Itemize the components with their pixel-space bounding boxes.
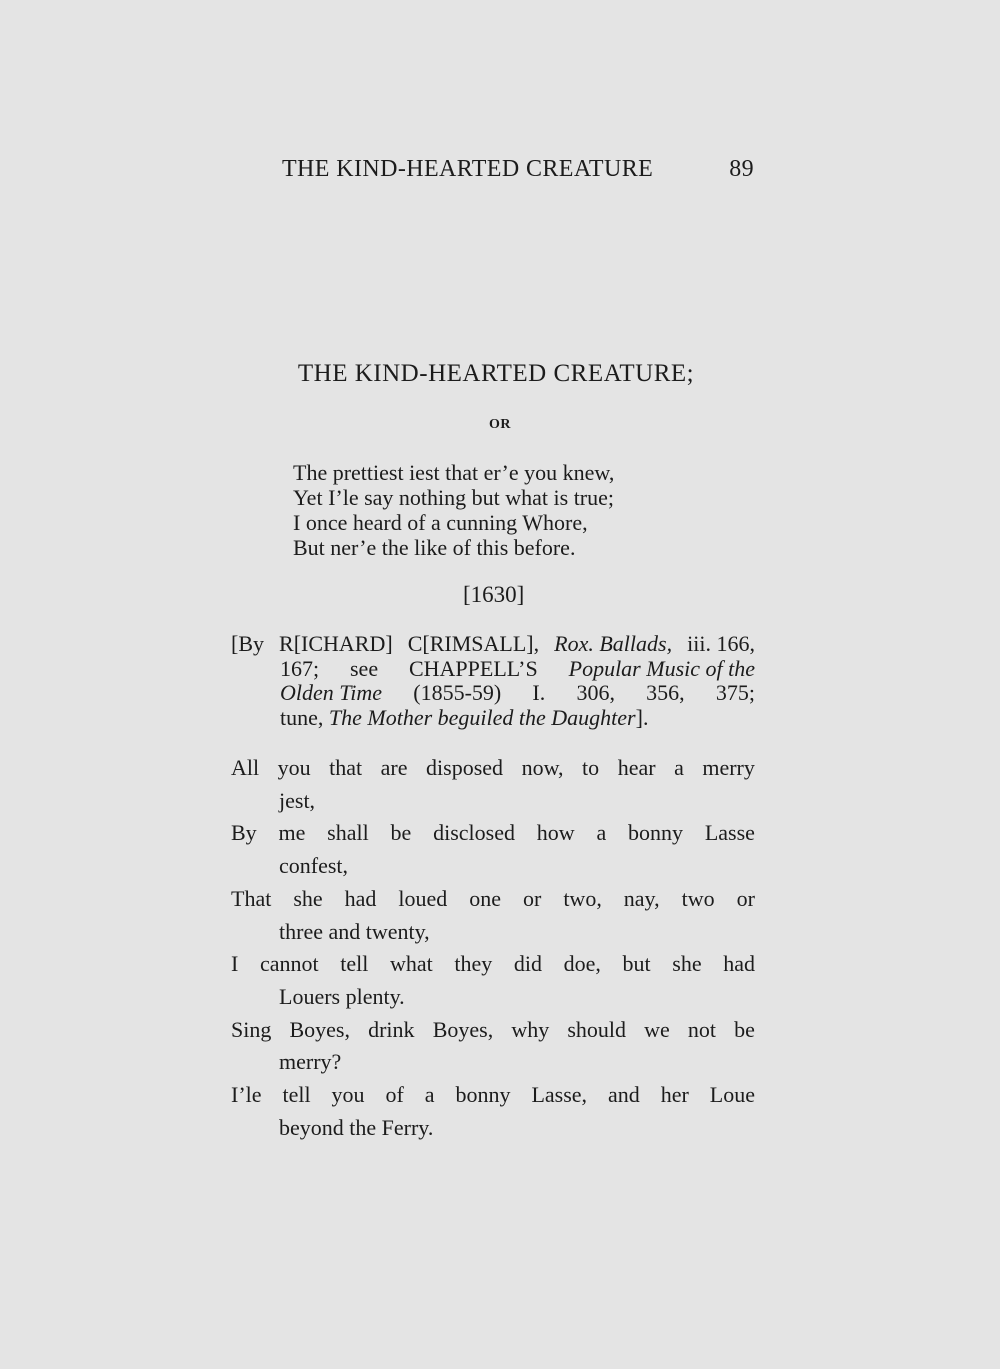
- source-line: [231, 706, 755, 731]
- verse-word: two: [681, 885, 715, 911]
- verse-word: doe,: [563, 951, 601, 977]
- verse-word: Sing: [231, 1016, 272, 1042]
- verse-word: did: [513, 951, 542, 977]
- verse-word: Boyes,: [432, 1016, 494, 1042]
- ballad-title: [0, 360, 1000, 388]
- verse-line: [231, 1079, 755, 1112]
- verse-word: why: [511, 1016, 550, 1042]
- verse-word: they: [454, 951, 493, 977]
- verse-word: be: [390, 820, 412, 846]
- verse-word: or: [523, 885, 542, 911]
- verse-word: she: [293, 885, 323, 911]
- verse-word: of: [385, 1082, 404, 1108]
- source-word: [By: [231, 631, 264, 656]
- stanza: [231, 752, 755, 1144]
- verse-word: loued: [398, 885, 448, 911]
- verse-line: [231, 1014, 755, 1047]
- verse-word: are: [380, 755, 408, 780]
- verse-word: disclosed: [433, 820, 515, 846]
- author-first-name: R[ICHARD]: [279, 631, 393, 656]
- source-close: ].: [635, 704, 649, 730]
- verse-line: [231, 817, 755, 850]
- verse-word: how: [536, 820, 575, 846]
- verse-word: me: [278, 820, 306, 846]
- source-volume: I.: [532, 680, 546, 705]
- source-author: CHAPPELL’S: [408, 655, 538, 681]
- verse-word: Boyes,: [289, 1016, 350, 1042]
- verse-word: we: [644, 1016, 670, 1042]
- verse-word: you: [331, 1082, 365, 1108]
- verse-word: tell: [340, 951, 369, 977]
- verse-word: cannot: [259, 951, 319, 977]
- source-collection: Rox. Ballads,: [554, 631, 673, 656]
- verse-word: had: [723, 951, 755, 977]
- source-line: [231, 657, 755, 682]
- verse-word: but: [622, 951, 651, 977]
- verse-word: merry: [702, 755, 755, 780]
- source-line: [231, 632, 755, 657]
- verse-word: what: [389, 951, 433, 977]
- verse-continuation: three and twenty,: [279, 918, 430, 944]
- verse-continuation: merry?: [279, 1049, 342, 1075]
- verse-continuation: Louers plenty.: [279, 983, 405, 1009]
- subtitle-line: The prettiest iest that er’e you knew,: [293, 460, 615, 485]
- verse-word: not: [687, 1016, 717, 1042]
- verse-word: hear: [617, 755, 656, 780]
- verse-word: be: [734, 1016, 755, 1042]
- source-note: [231, 632, 755, 730]
- verse-word: I: [231, 951, 239, 977]
- verse-word: drink: [368, 1016, 415, 1042]
- verse-word: Loue: [709, 1082, 755, 1108]
- verse-word: she: [672, 951, 702, 977]
- verse-word: Lasse,: [531, 1082, 588, 1108]
- running-head-title: THE KIND-HEARTED CREATURE: [282, 156, 654, 182]
- verse-line: [231, 883, 755, 916]
- subtitle-line: I once heard of a cunning Whore,: [293, 510, 588, 535]
- verse-word: a: [596, 820, 607, 846]
- verse-line: [231, 752, 755, 785]
- ballad-title-text: THE KIND-HEARTED CREATURE;: [297, 360, 695, 387]
- verse-word: disposed: [426, 755, 504, 780]
- verse-word: two,: [563, 885, 602, 911]
- verse-word: had: [344, 885, 377, 911]
- source-page: 356,: [646, 680, 685, 705]
- author-last-name: C[RIMSALL],: [407, 631, 540, 656]
- verse-continuation: confest,: [279, 853, 349, 879]
- verse-word: I’le: [231, 1082, 262, 1108]
- verse-word: All: [231, 755, 260, 780]
- verse-word: tell: [282, 1082, 311, 1108]
- verse-word: That: [231, 885, 272, 911]
- verse-word: a: [674, 755, 684, 780]
- verse-continuation: beyond the Ferry.: [279, 1114, 434, 1140]
- verse-word: shall: [327, 820, 369, 846]
- verse-word: should: [567, 1016, 627, 1042]
- source-tune-title: The Mother beguiled the Daughter: [328, 704, 636, 730]
- verse-word: and: [608, 1082, 640, 1108]
- verse-word: you: [277, 755, 311, 780]
- source-years: (1855-59): [413, 680, 502, 705]
- source-book-title: Popular Music of the: [568, 655, 755, 681]
- subtitle-line: But ner’e the like of this before.: [293, 535, 576, 560]
- source-word: tune,: [280, 704, 324, 730]
- source-word: see: [350, 655, 379, 681]
- or-divider: OR: [489, 417, 511, 432]
- page-number: 89: [729, 156, 754, 182]
- source-page: 306,: [576, 680, 615, 705]
- subtitle-verse: [293, 460, 723, 560]
- verse-word: to: [582, 755, 600, 780]
- source-ref: 167;: [280, 655, 320, 681]
- verse-word: a: [424, 1082, 435, 1108]
- verse-continuation: jest,: [279, 787, 316, 813]
- date: [1630]: [463, 582, 525, 607]
- running-head: [282, 156, 754, 183]
- verse-word: Lasse: [704, 820, 755, 846]
- verse-word: now,: [521, 755, 564, 780]
- source-page: 375;: [715, 680, 755, 705]
- verse-word: one: [469, 885, 502, 911]
- verse-word: her: [660, 1082, 689, 1108]
- verse-word: nay,: [623, 885, 660, 911]
- source-book-title: Olden Time: [280, 680, 383, 705]
- source-line: [231, 681, 755, 706]
- verse-word: bonny: [455, 1082, 511, 1108]
- verse-word: that: [329, 755, 363, 780]
- subtitle-line: Yet I’le say nothing but what is true;: [293, 485, 615, 510]
- verse-word: By: [231, 820, 257, 846]
- verse-word: bonny: [628, 820, 684, 846]
- verse-line: [231, 948, 755, 981]
- verse-word: or: [736, 885, 755, 911]
- source-ref: iii. 166,: [687, 631, 755, 656]
